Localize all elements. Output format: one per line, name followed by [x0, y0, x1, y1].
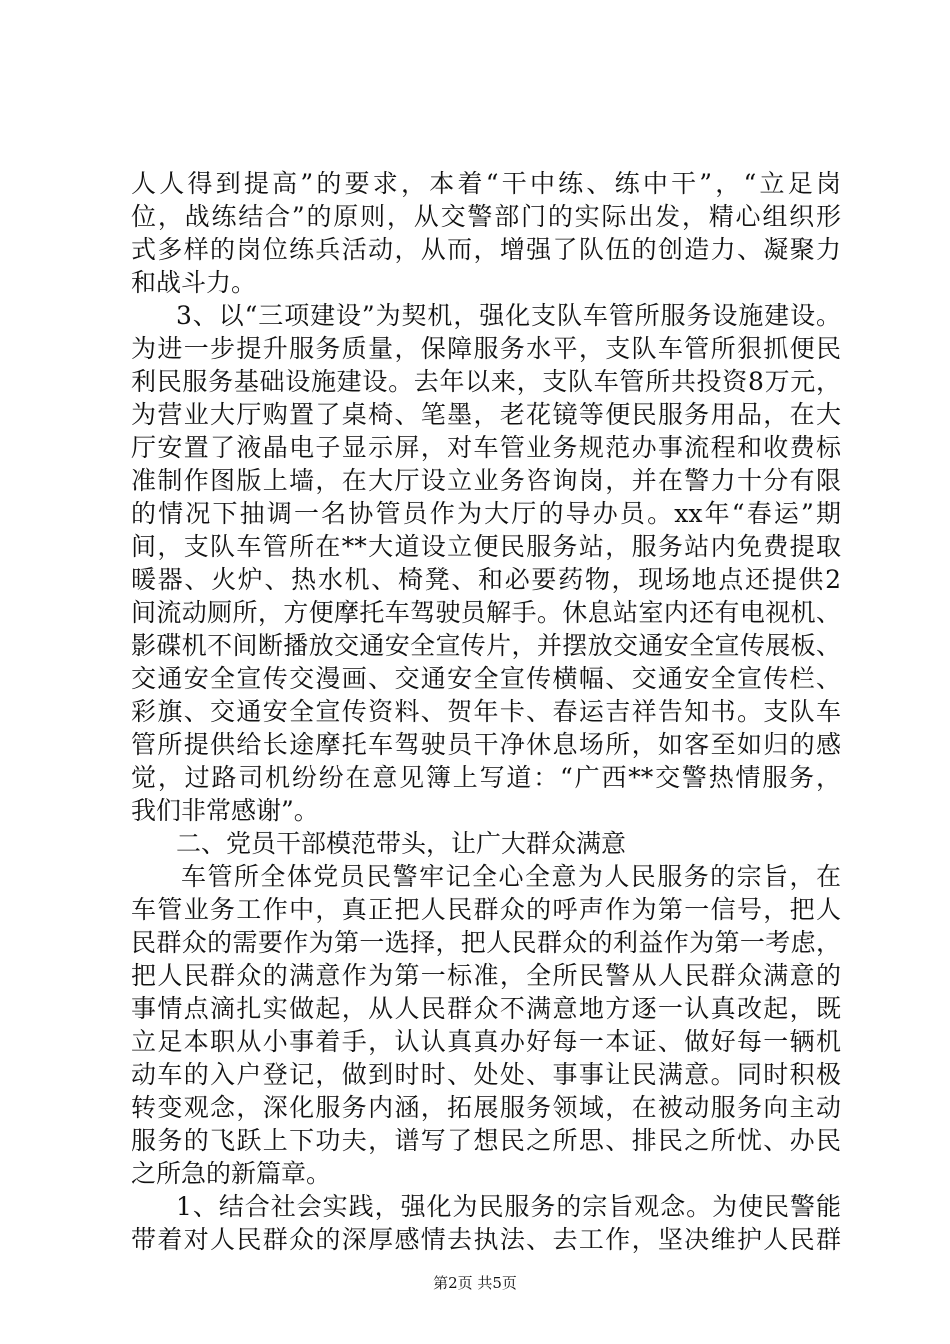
text-line-19: 觉，过路司机纷纷在意见簿上写道：“广西**交警热情服务， — [131, 763, 841, 792]
section-heading-3: 3、以“三项建设”为契机，强化支队车管所服务设施建设。 — [176, 301, 841, 330]
text-line-10: 准制作图版上墙，在大厅设立业务咨询岗，并在警力十分有限 — [131, 466, 841, 495]
text-line-6: 为进一步提升服务质量，保障服务水平，支队车管所狠抓便民 — [131, 334, 841, 363]
text-line-2: 位，战练结合”的原则，从交警部门的实际出发，精心组织形 — [131, 202, 841, 231]
text-line-28: 动车的入户登记，做到时时、处处、事事让民满意。同时积极 — [131, 1060, 841, 1089]
text-line-25: 把人民群众的满意作为第一标准，全所民警从人民群众满意的 — [131, 961, 841, 990]
text-line-3: 式多样的岗位练兵活动，从而，增强了队伍的创造力、凝聚力 — [131, 235, 841, 264]
text-line-26: 事情点滴扎实做起，从人民群众不满意地方逐一认真改起，既 — [131, 994, 841, 1023]
text-line-31: 之所急的新篇章。 — [131, 1159, 332, 1188]
text-line-12: 间，支队车管所在**大道设立便民服务站，服务站内免费提取 — [131, 532, 841, 561]
text-line-8: 为营业大厅购置了桌椅、笔墨，老花镜等便民服务用品，在大 — [131, 400, 841, 429]
text-line-16: 交通安全宣传交漫画、交通安全宣传横幅、交通安全宣传栏、 — [131, 664, 841, 693]
section-heading-2: 二、党员干部模范带头，让广大群众满意 — [176, 829, 627, 858]
text-line-11: 的情况下抽调一名协管员作为大厅的导办员。xx年“春运”期 — [131, 499, 841, 528]
text-line-33: 带着对人民群众的深厚感情去执法、去工作，坚决维护人民群 — [131, 1225, 841, 1254]
text-line-7: 利民服务基础设施建设。去年以来，支队车管所共投资8万元， — [131, 367, 841, 396]
text-line-30: 服务的飞跃上下功夫，谱写了想民之所思、排民之所忧、办民 — [131, 1126, 841, 1155]
text-line-29: 转变观念，深化服务内涵，拓展服务领域，在被动服务向主动 — [131, 1093, 841, 1122]
text-line-27: 立足本职从小事着手，认认真真办好每一本证、做好每一辆机 — [131, 1027, 841, 1056]
text-line-17: 彩旗、交通安全宣传资料、贺年卡、春运吉祥告知书。支队车 — [131, 697, 841, 726]
text-line-9: 厅安置了液晶电子显示屏，对车管业务规范办事流程和收费标 — [131, 433, 841, 462]
text-line-4: 和战斗力。 — [131, 268, 257, 297]
text-line-24: 民群众的需要作为第一选择，把人民群众的利益作为第一考虑， — [131, 928, 841, 957]
text-line-15: 影碟机不间断播放交通安全宣传片，并摆放交通安全宣传展板、 — [131, 631, 841, 660]
text-line-22: 车管所全体党员民警牢记全心全意为人民服务的宗旨，在 — [181, 862, 841, 891]
text-line-13: 暖器、火炉、热水机、椅凳、和必要药物，现场地点还提供2 — [131, 565, 841, 594]
page-footer: 第2页 共5页 — [433, 1274, 517, 1292]
text-line-14: 间流动厕所，方便摩托车驾驶员解手。休息站室内还有电视机、 — [131, 598, 841, 627]
text-line-23: 车管业务工作中，真正把人民群众的呼声作为第一信号，把人 — [131, 895, 841, 924]
text-line-18: 管所提供给长途摩托车驾驶员干净休息场所，如客至如归的感 — [131, 730, 841, 759]
text-line-20: 我们非常感谢”。 — [131, 796, 319, 825]
text-line-1: 人人得到提高”的要求，本着“干中练、练中干”，“立足岗 — [131, 169, 841, 198]
section-heading-1: 1、结合社会实践，强化为民服务的宗旨观念。为使民警能 — [176, 1192, 841, 1221]
